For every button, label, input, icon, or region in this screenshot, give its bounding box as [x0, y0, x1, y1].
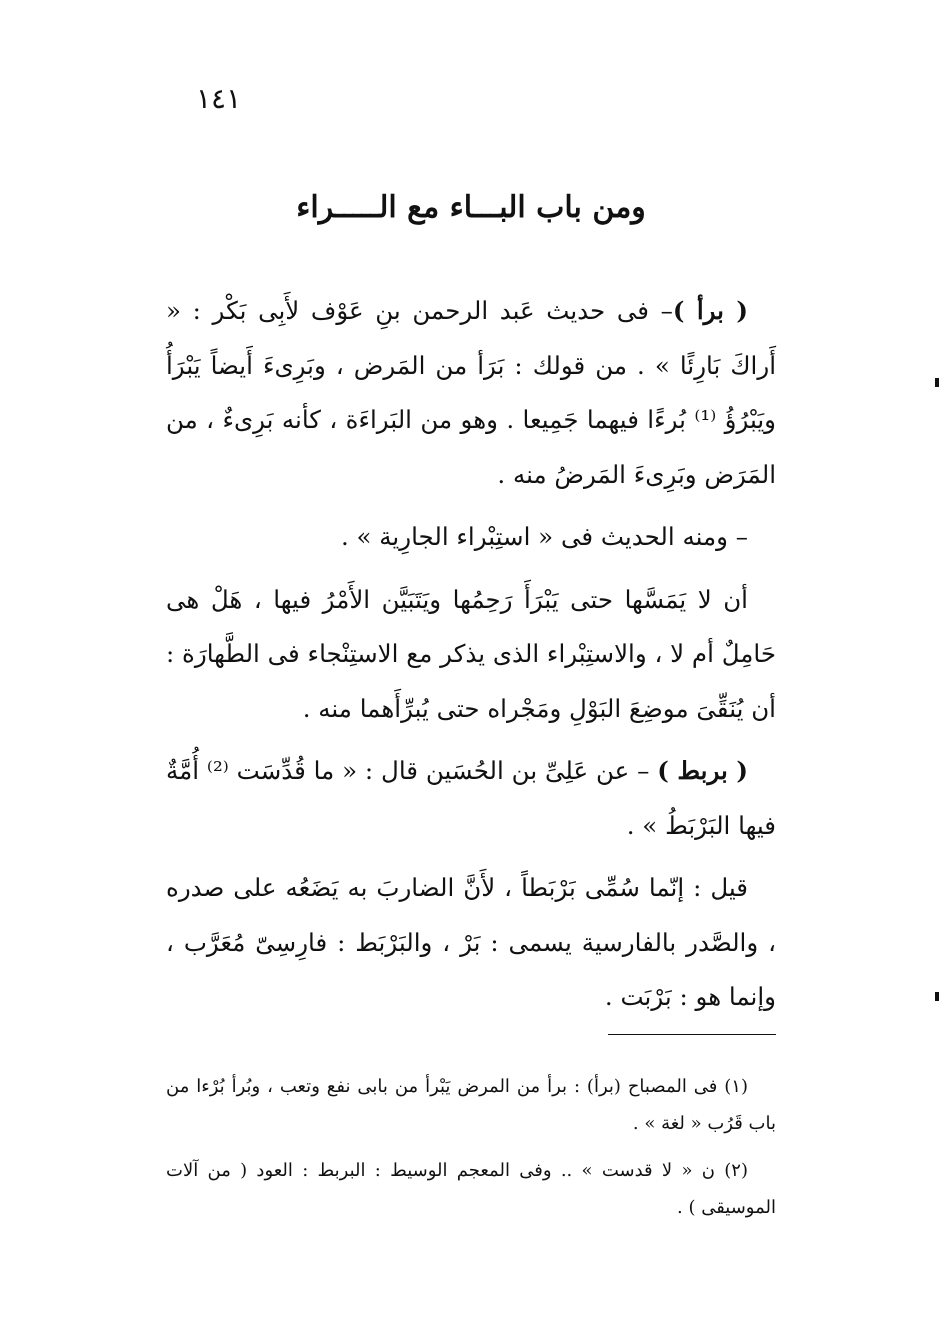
paragraph-barbat: [166, 744, 776, 853]
paragraph-text: – عن عَلِىِّ بن الحُسَين قال : « ما قُدِّسَت ⁽²⁾ أُمَّةٌ فيها البَرْبَطُ » .: [166, 756, 776, 840]
paragraph-barbat-explanation: [166, 861, 776, 1025]
scan-edge-mark: [935, 992, 939, 1001]
entry-head-barbat: ( بربط ): [657, 756, 748, 785]
footnote-1: (١) فى المصباح (برأ) : برأ من المرض يَبْرأ من بابى نفع وتعب ، وبُرأ بُرْءا من باب قَرُب « لغة » .: [166, 1076, 776, 1134]
footnote-2: (٢) ن « لا قدست » .. وفى المعجم الوسيط : البربط : العود ( من آلات الموسيقى ) .: [166, 1160, 776, 1218]
section-title: ومن باب البـــاء مع الـــــراء: [296, 190, 646, 225]
footnotes: [166, 1068, 776, 1236]
scan-edge-mark: [935, 378, 939, 387]
paragraph-istibra: [166, 510, 776, 565]
paragraph-text: أن لا يَمَسَّها حتى يَبْرَأَ رَحِمُها ويَتَبَيَّن الأَمْرُ فيها ، هَلْ هى حَامِلٌ أم لا ، والاستِبْراء الذى يذكر مع الاستِنْجاء فى الطَّهارَة : أن يُنَقِّىَ موضِعَ البَوْلِ ومَجْراه حتى يُبرِّأَهما منه .: [166, 584, 776, 723]
paragraph-text: – فى حديث عَبد الرحمن بنِ عَوْف لأَبِى بَكْر : « أَراكَ بَارِئًا » . من قولك : بَرَأ من المَرض ، وبَرِىءَ أَيضاً يَبْرَأُ ويَبْرُؤُ ⁽¹⁾ بُرءًا فيهما جَمِيعا . وهو من البَراءَة ، كأنه بَرِىءٌ ، من المَرَض وبَرِىءَ المَرضُ منه .: [166, 296, 777, 489]
body-text: [166, 284, 776, 1025]
entry-head-bara: ( برأ ): [672, 296, 748, 325]
paragraph-text: – ومنه الحديث فى « استِبْراء الجارِية » .: [340, 522, 748, 551]
page-number: ١٤١: [196, 82, 242, 115]
paragraph-text: قيل : إنّما سُمِّى بَرْبَطاً ، لأَنَّ الضاربَ به يَضَعُه على صدره ، والصَّدر بالفارسية يسمى : بَرْ ، والبَرْبَط : فارِسِىّ مُعَرَّب ، وإنما هو : بَرْبَت .: [166, 873, 776, 1011]
paragraph-istibra-explanation: [166, 573, 776, 737]
paragraph-bara: [166, 284, 776, 502]
footnote-divider: [608, 1034, 776, 1035]
